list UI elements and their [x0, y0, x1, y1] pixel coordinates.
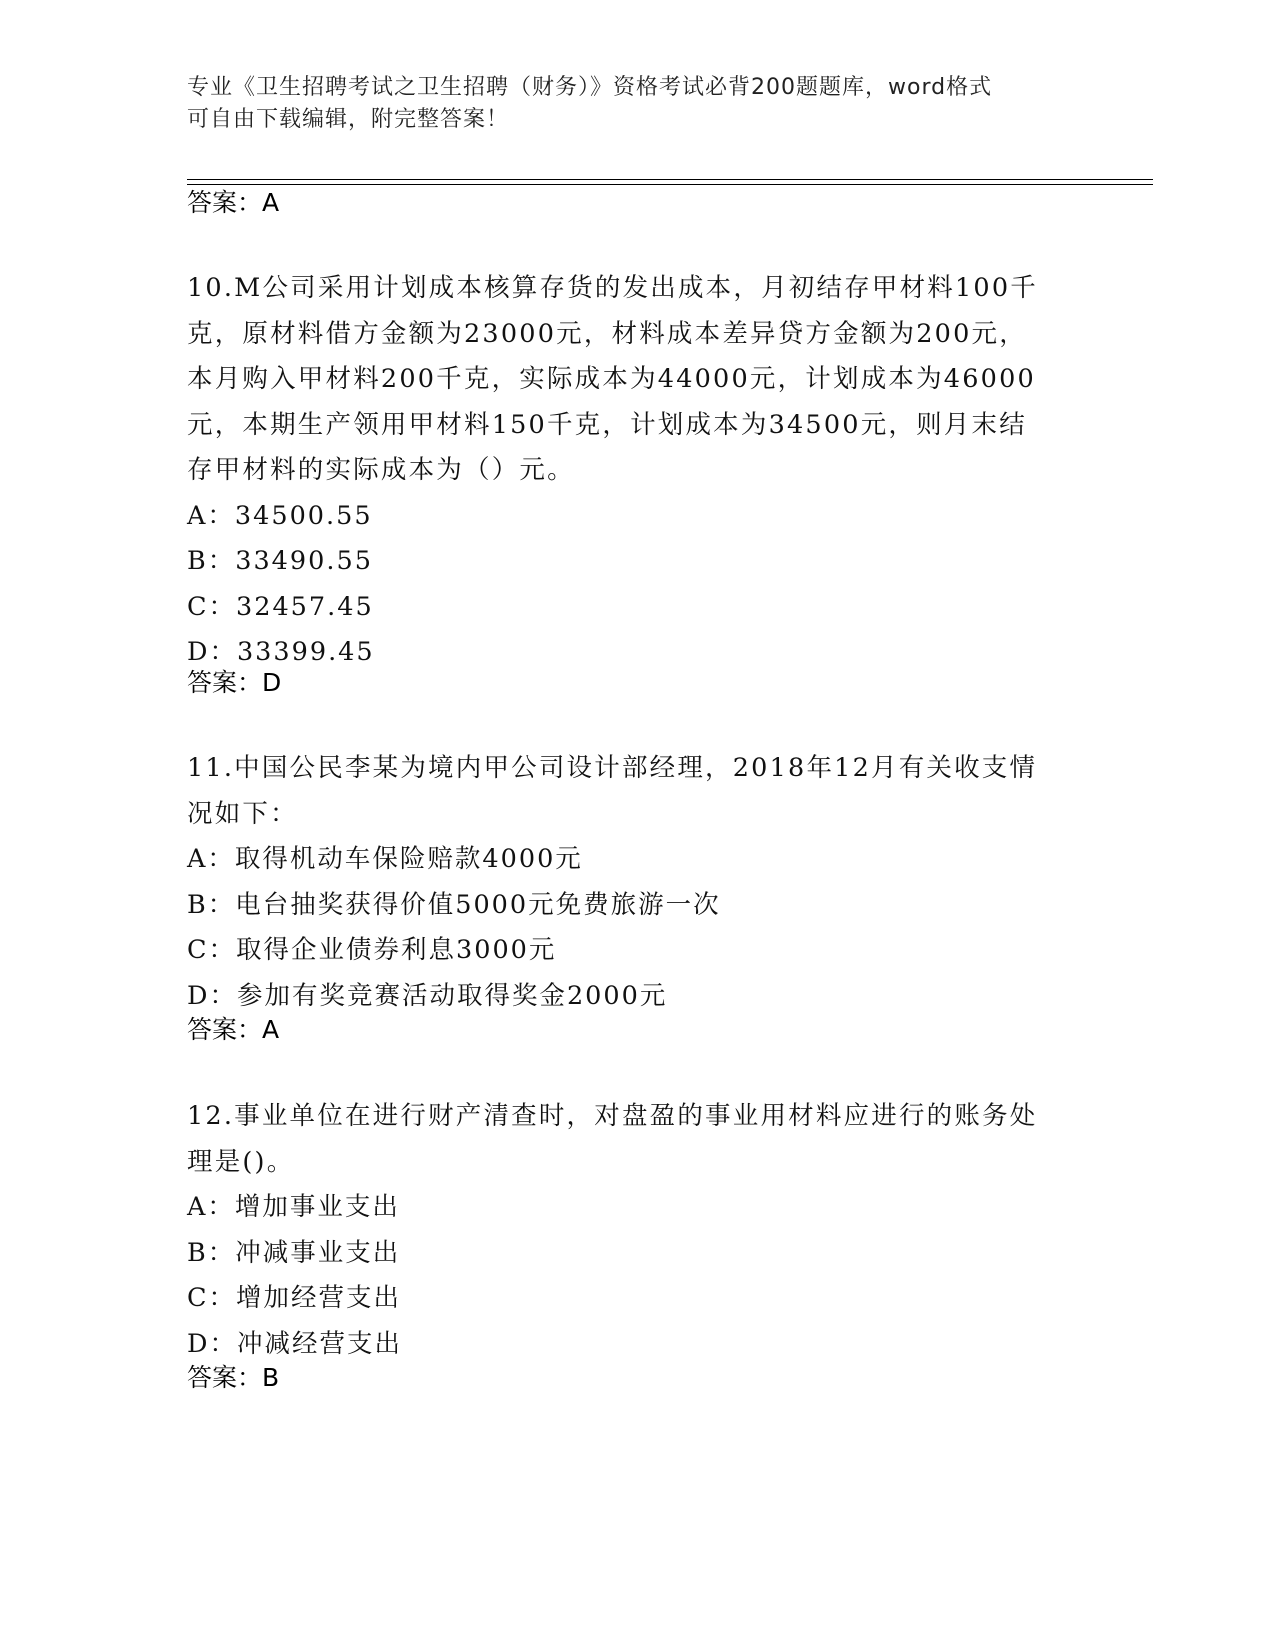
question-text-line: 理是()。 [187, 1146, 295, 1177]
answer-10: 答案：D [187, 668, 282, 697]
option-b: B：冲减事业支出 [187, 1237, 401, 1268]
option-a: A：取得机动车保险赔款4000元 [187, 844, 583, 874]
question-10 [187, 266, 1087, 676]
option-a: A：34500.55 [187, 500, 373, 531]
option-d: D：冲减经营支出 [187, 1328, 402, 1359]
option-d: D：参加有奖竞赛活动取得奖金2000元 [187, 980, 668, 1011]
question-text-line: 12.事业单位在进行财产清查时，对盘盈的事业用材料应进行的账务处 [187, 1101, 1038, 1131]
answer-12: 答案：B [187, 1363, 280, 1392]
option-c: C：32457.45 [187, 591, 374, 622]
option-b: B：电台抽奖获得价值5000元免费旅游一次 [187, 889, 721, 920]
document-header [187, 72, 1067, 136]
question-11 [187, 746, 1087, 1019]
question-text-line: 10.M公司采用计划成本核算存货的发出成本，月初结存甲材料100千 [187, 273, 1038, 303]
answer-11: 答案：A [187, 1015, 280, 1044]
question-text-line: 存甲材料的实际成本为（）元。 [187, 455, 575, 485]
header-line: 可自由下载编辑，附完整答案！ [187, 107, 510, 132]
option-c: C：取得企业债券利息3000元 [187, 935, 557, 965]
question-text-line: 况如下： [187, 798, 298, 829]
header-rule-top [187, 179, 1153, 180]
header-rule-bottom [187, 184, 1153, 185]
option-a: A：增加事业支出 [187, 1192, 400, 1222]
question-text-line: 克，原材料借方金额为23000元，材料成本差异贷方金额为200元， [187, 318, 1027, 349]
option-b: B：33490.55 [187, 546, 373, 576]
question-text-line: 本月购入甲材料200千克，实际成本为44000元，计划成本为46000 [187, 364, 1036, 394]
header-line: 专业《卫生招聘考试之卫生招聘（财务）》资格考试必背200题题库，word格式 [187, 75, 993, 100]
question-text-line: 11.中国公民李某为境内甲公司设计部经理，2018年12月有关收支情 [187, 753, 1038, 783]
prev-answer: 答案：A [187, 188, 280, 217]
option-d: D：33399.45 [187, 637, 375, 667]
question-12 [187, 1094, 1087, 1367]
question-text-line: 元，本期生产领用甲材料150千克，计划成本为34500元，则月末结 [187, 409, 1027, 440]
option-c: C：增加经营支出 [187, 1283, 402, 1313]
